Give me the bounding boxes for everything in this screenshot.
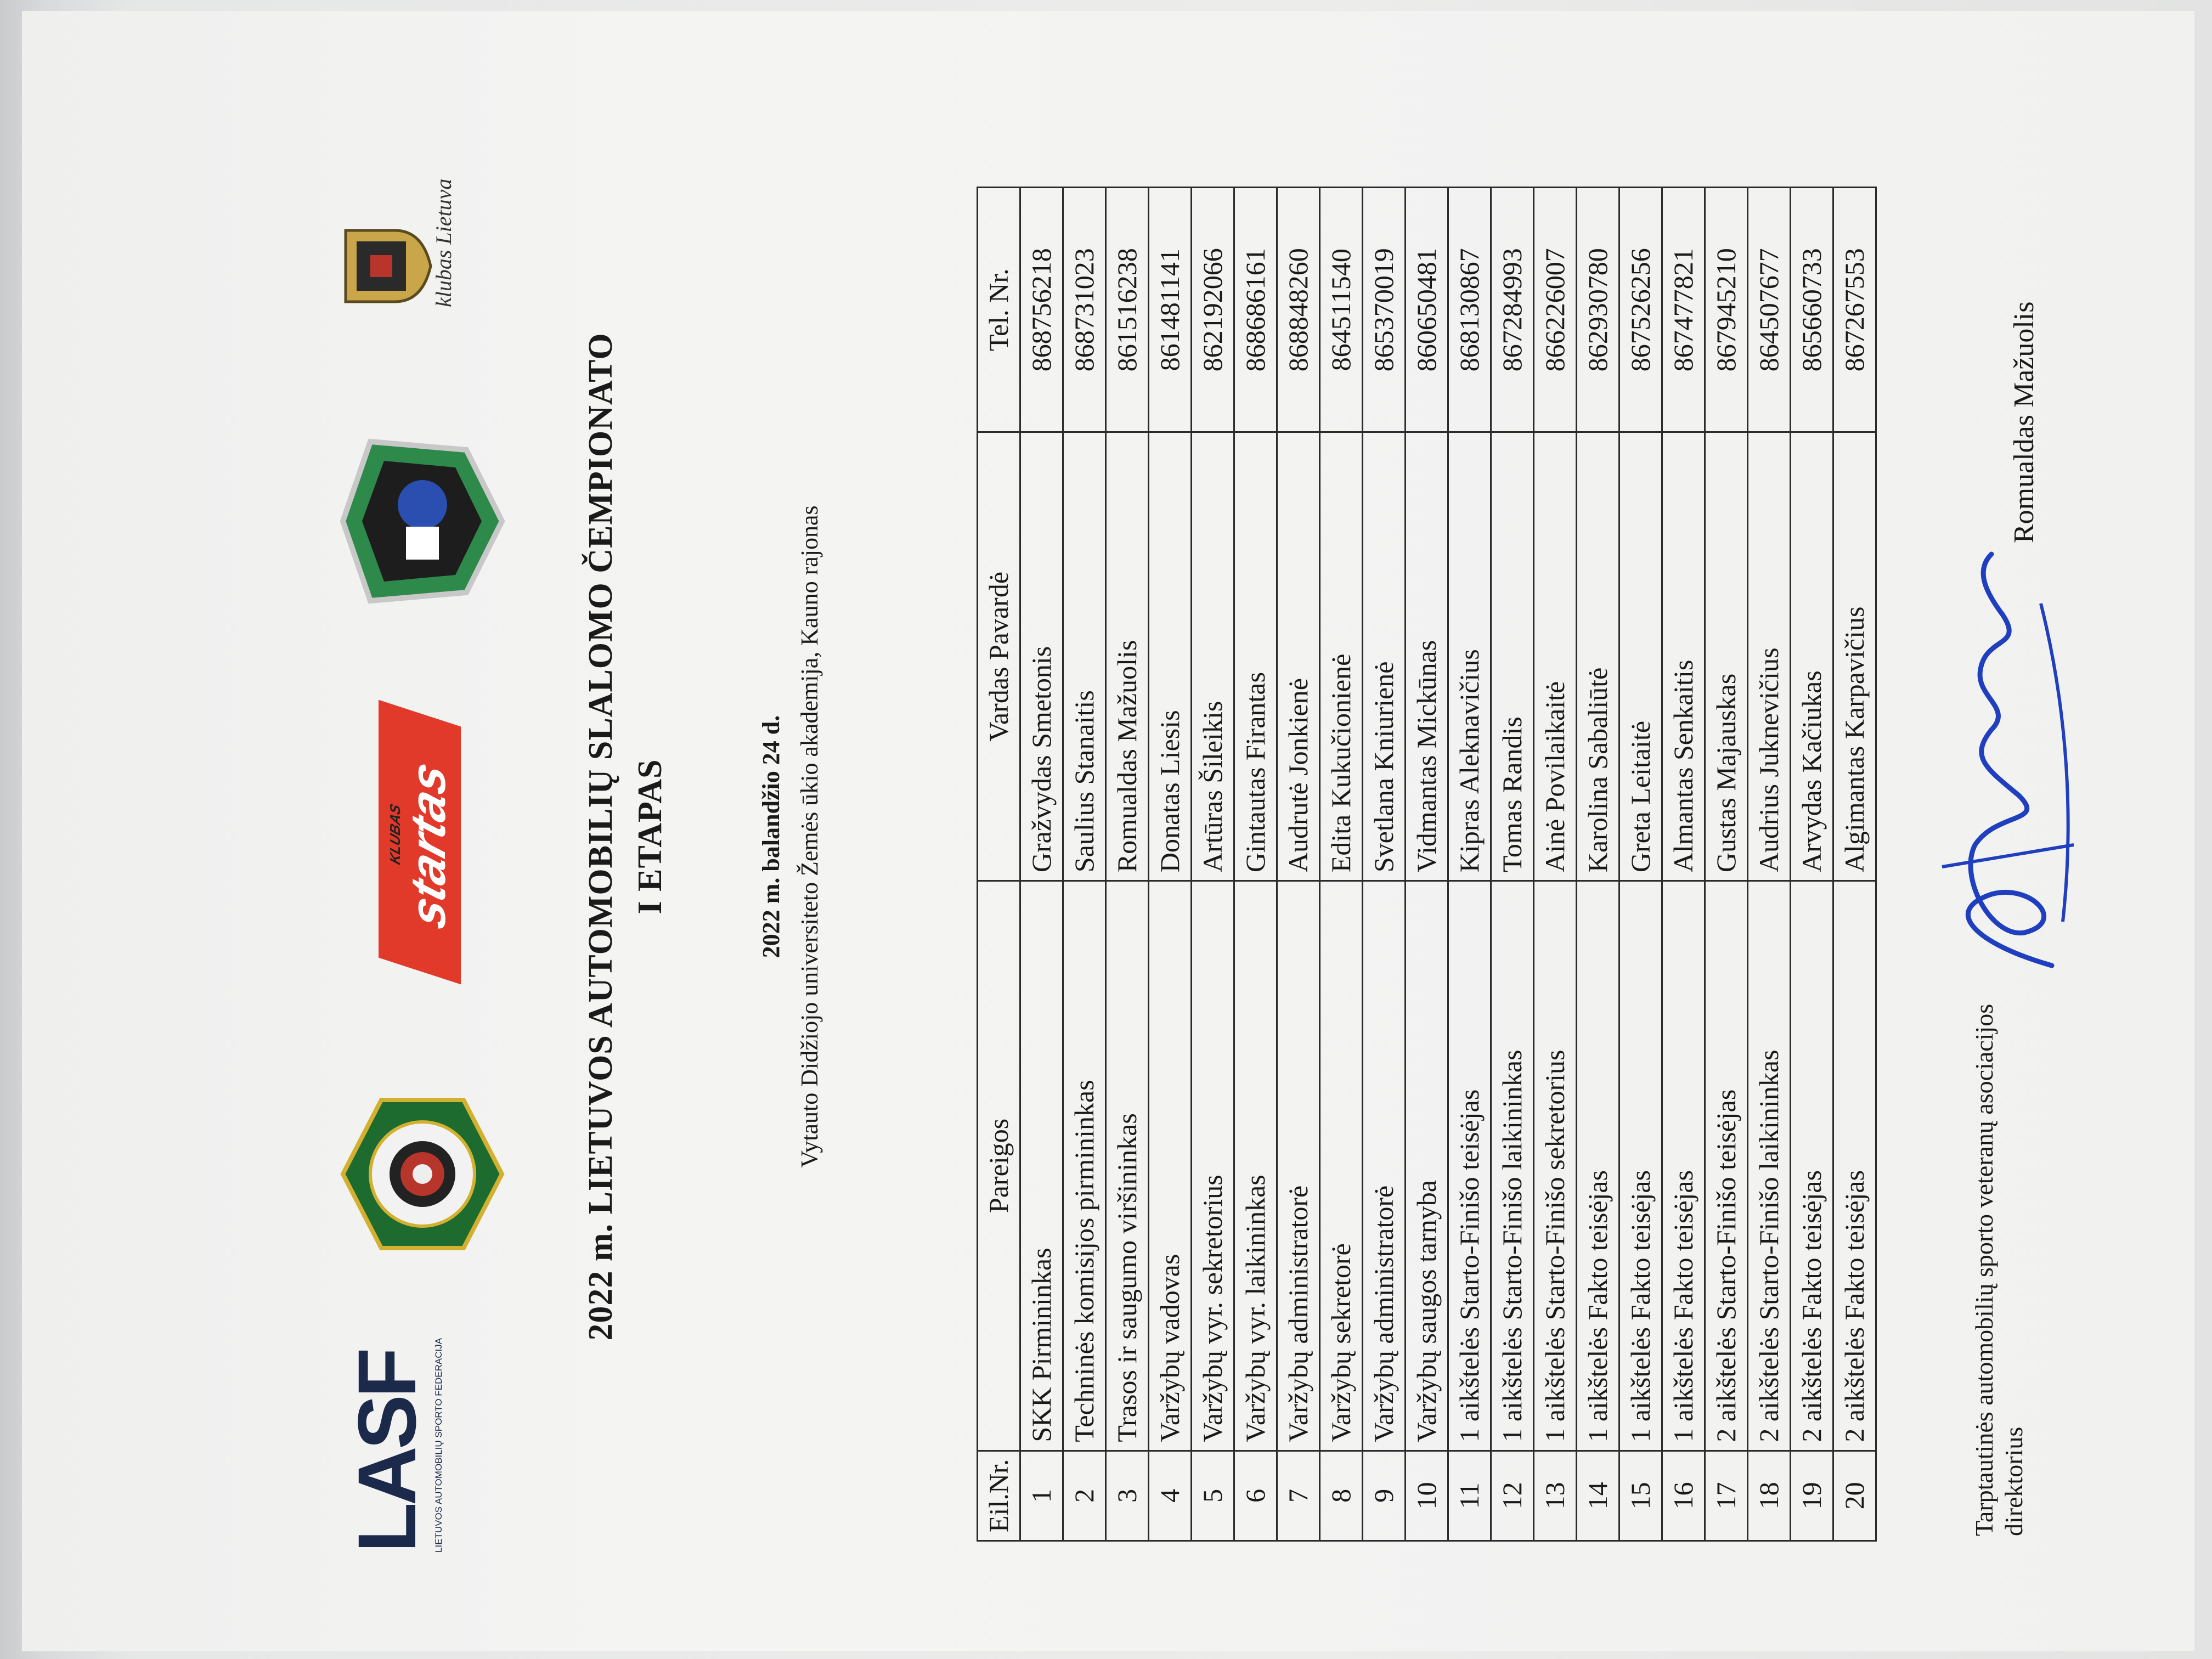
document-date: 2022 m. balandžio 24 d. xyxy=(758,715,785,958)
table-row xyxy=(1748,188,1791,1541)
header-nr: Eil.Nr. xyxy=(978,1451,1020,1541)
footer-signatory: Romualdas Mažuolis xyxy=(2008,301,2040,543)
row-pareigos: 2 aikštelės Starto-Finišo teisėjas xyxy=(1705,881,1748,1451)
row-tel: 868848260 xyxy=(1277,188,1320,432)
table-row xyxy=(1620,188,1662,1541)
row-vardas: Greta Leitaitė xyxy=(1620,432,1662,881)
row-vardas: Gražvydas Smetonis xyxy=(1020,432,1063,881)
table-row xyxy=(1577,188,1620,1541)
row-nr: 8 xyxy=(1320,1451,1363,1541)
row-nr: 10 xyxy=(1406,1451,1448,1541)
row-pareigos: 2 aikštelės Starto-Finišo laikininkas xyxy=(1748,881,1791,1451)
row-vardas: Vidmantas Mickūnas xyxy=(1406,432,1448,881)
row-nr: 17 xyxy=(1705,1451,1748,1541)
row-tel: 861516238 xyxy=(1106,188,1149,432)
row-pareigos: Varžybų saugos tarnyba xyxy=(1406,881,1448,1451)
lak-logo xyxy=(340,1092,505,1256)
row-tel: 866226007 xyxy=(1534,188,1577,432)
table-row xyxy=(1063,188,1106,1541)
row-pareigos: Varžybų sekretorė xyxy=(1320,881,1363,1451)
veteranu-emblem-icon xyxy=(340,433,505,609)
row-pareigos: 1 aikštelės Starto-Finišo laikininkas xyxy=(1491,881,1534,1451)
row-vardas: Audrutė Jonkienė xyxy=(1277,432,1320,881)
table-row xyxy=(1534,188,1577,1541)
row-tel: 868756218 xyxy=(1020,188,1063,432)
row-tel: 860650481 xyxy=(1406,188,1448,432)
document-title-line2: I ETAPAS xyxy=(631,759,669,915)
header-pareigos: Pareigos xyxy=(978,881,1020,1451)
table-row xyxy=(1106,188,1149,1541)
handwritten-signature xyxy=(1909,549,2085,988)
row-tel: 864511540 xyxy=(1320,188,1363,432)
row-nr: 11 xyxy=(1448,1451,1491,1541)
row-pareigos: 1 aikštelės Fakto teisėjas xyxy=(1577,881,1620,1451)
row-nr: 3 xyxy=(1106,1451,1149,1541)
row-vardas: Romualdas Mažuolis xyxy=(1106,432,1149,881)
row-pareigos: 2 aikštelės Fakto teisėjas xyxy=(1791,881,1833,1451)
row-vardas: Algimantas Karpavičius xyxy=(1833,432,1876,881)
row-nr: 15 xyxy=(1620,1451,1662,1541)
footer-org-line2: direktorius xyxy=(2000,1426,2028,1536)
row-pareigos: SKK Pirmininkas xyxy=(1020,881,1063,1451)
row-pareigos: 1 aikštelės Fakto teisėjas xyxy=(1662,881,1705,1451)
row-nr: 6 xyxy=(1234,1451,1277,1541)
table-row xyxy=(1791,188,1833,1541)
row-vardas: Svetlana Kniurienė xyxy=(1363,432,1406,881)
table-row xyxy=(1320,188,1363,1541)
row-pareigos: Varžybų administratorė xyxy=(1277,881,1320,1451)
officials-table xyxy=(977,187,1877,1542)
row-vardas: Saulius Stanaitis xyxy=(1063,432,1106,881)
lasf-logo xyxy=(340,1322,505,1553)
row-tel: 868686161 xyxy=(1234,188,1277,432)
row-pareigos: 2 aikštelės Fakto teisėjas xyxy=(1833,881,1876,1451)
row-pareigos: Trasos ir saugumo viršininkas xyxy=(1106,881,1149,1451)
row-nr: 14 xyxy=(1577,1451,1620,1541)
row-vardas: Tomas Randis xyxy=(1491,432,1534,881)
row-vardas: Gintautas Firantas xyxy=(1234,432,1277,881)
table-header-row xyxy=(978,188,1020,1541)
row-pareigos: 1 aikštelės Starto-Finišo sekretorius xyxy=(1534,881,1577,1451)
row-vardas: Almantas Senkaitis xyxy=(1662,432,1705,881)
row-tel: 868130867 xyxy=(1448,188,1491,432)
table-row xyxy=(1020,188,1063,1541)
table-row xyxy=(1662,188,1705,1541)
table-row xyxy=(1406,188,1448,1541)
row-nr: 5 xyxy=(1192,1451,1234,1541)
row-nr: 19 xyxy=(1791,1451,1833,1541)
row-pareigos: Varžybų vyr. sekretorius xyxy=(1192,881,1234,1451)
row-vardas: Karolina Sabaliūtė xyxy=(1577,432,1620,881)
row-pareigos: 1 aikštelės Starto-Finišo teisėjas xyxy=(1448,881,1491,1451)
porsche-klubas-text: klubas Lietuva xyxy=(431,178,456,307)
row-vardas: Artūras Šileikis xyxy=(1192,432,1234,881)
row-nr: 13 xyxy=(1534,1451,1577,1541)
row-nr: 2 xyxy=(1063,1451,1106,1541)
row-tel: 867284993 xyxy=(1491,188,1534,432)
lasf-logo-text: LASF xyxy=(341,1351,433,1553)
header-vardas: Vardas Pavardė xyxy=(978,432,1020,881)
document-venue: Vytauto Didžiojo universiteto Žemės ūkio akademija, Kauno rajonas xyxy=(796,505,823,1168)
row-tel: 865660733 xyxy=(1791,188,1833,432)
row-pareigos: Varžybų vyr. laikininkas xyxy=(1234,881,1277,1451)
row-vardas: Arvydas Kačiukas xyxy=(1791,432,1833,881)
footer-org-line1: Tarptautinės automobilių sporto veteranų asociacijos xyxy=(1970,1003,1998,1536)
startas-sub-text: KLUBAS xyxy=(386,802,403,867)
row-pareigos: Techninės komisijos pirmininkas xyxy=(1063,881,1106,1451)
table-row xyxy=(1705,188,1748,1541)
row-vardas: Donatas Liesis xyxy=(1149,432,1192,881)
row-tel: 861481141 xyxy=(1149,188,1192,432)
row-tel: 867945210 xyxy=(1705,188,1748,432)
lasf-logo-subtext: LIETUVOS AUTOMOBILIŲ SPORTO FEDERACIJA xyxy=(433,1338,444,1553)
row-vardas: Ainė Povilaikaitė xyxy=(1534,432,1577,881)
row-tel: 867267553 xyxy=(1833,188,1876,432)
row-tel: 865370019 xyxy=(1363,188,1406,432)
row-tel: 862192066 xyxy=(1192,188,1234,432)
table-row xyxy=(1234,188,1277,1541)
row-tel: 862930780 xyxy=(1577,188,1620,432)
row-pareigos: 1 aikštelės Fakto teisėjas xyxy=(1620,881,1662,1451)
row-nr: 1 xyxy=(1020,1451,1063,1541)
row-nr: 4 xyxy=(1149,1451,1192,1541)
table-row xyxy=(1363,188,1406,1541)
row-tel: 867526256 xyxy=(1620,188,1662,432)
lak-emblem-icon xyxy=(340,1092,505,1256)
header-tel: Tel. Nr. xyxy=(978,188,1020,432)
table-row xyxy=(1833,188,1876,1541)
table-row xyxy=(1192,188,1234,1541)
startas-logo xyxy=(340,686,505,971)
row-nr: 12 xyxy=(1491,1451,1534,1541)
startas-logo-text: startas xyxy=(400,755,456,935)
row-vardas: Kipras Aleknavičius xyxy=(1448,432,1491,881)
document-page xyxy=(274,55,2118,1618)
table-row xyxy=(1277,188,1320,1541)
row-nr: 9 xyxy=(1363,1451,1406,1541)
row-tel: 864507677 xyxy=(1748,188,1791,432)
porsche-crest-icon xyxy=(340,225,433,307)
porsche-klubas-logo xyxy=(340,126,505,307)
table-row xyxy=(1448,188,1491,1541)
veteranu-logo xyxy=(340,428,505,609)
table-row xyxy=(1491,188,1534,1541)
row-vardas: Edita Kukučionienė xyxy=(1320,432,1363,881)
row-nr: 18 xyxy=(1748,1451,1791,1541)
row-vardas: Gustas Majauskas xyxy=(1705,432,1748,881)
row-pareigos: Varžybų vadovas xyxy=(1149,881,1192,1451)
row-nr: 7 xyxy=(1277,1451,1320,1541)
row-nr: 16 xyxy=(1662,1451,1705,1541)
row-tel: 868731023 xyxy=(1063,188,1106,432)
table-row xyxy=(1149,188,1192,1541)
row-nr: 20 xyxy=(1833,1451,1876,1541)
row-tel: 867477821 xyxy=(1662,188,1705,432)
row-pareigos: Varžybų administratorė xyxy=(1363,881,1406,1451)
row-vardas: Audrius Juknevičius xyxy=(1748,432,1791,881)
logo-row xyxy=(340,77,516,1585)
document-title-line1: 2022 m. LIETUVOS AUTOMOBILIŲ SLALOMO ČEMPIONATO xyxy=(582,332,619,1341)
